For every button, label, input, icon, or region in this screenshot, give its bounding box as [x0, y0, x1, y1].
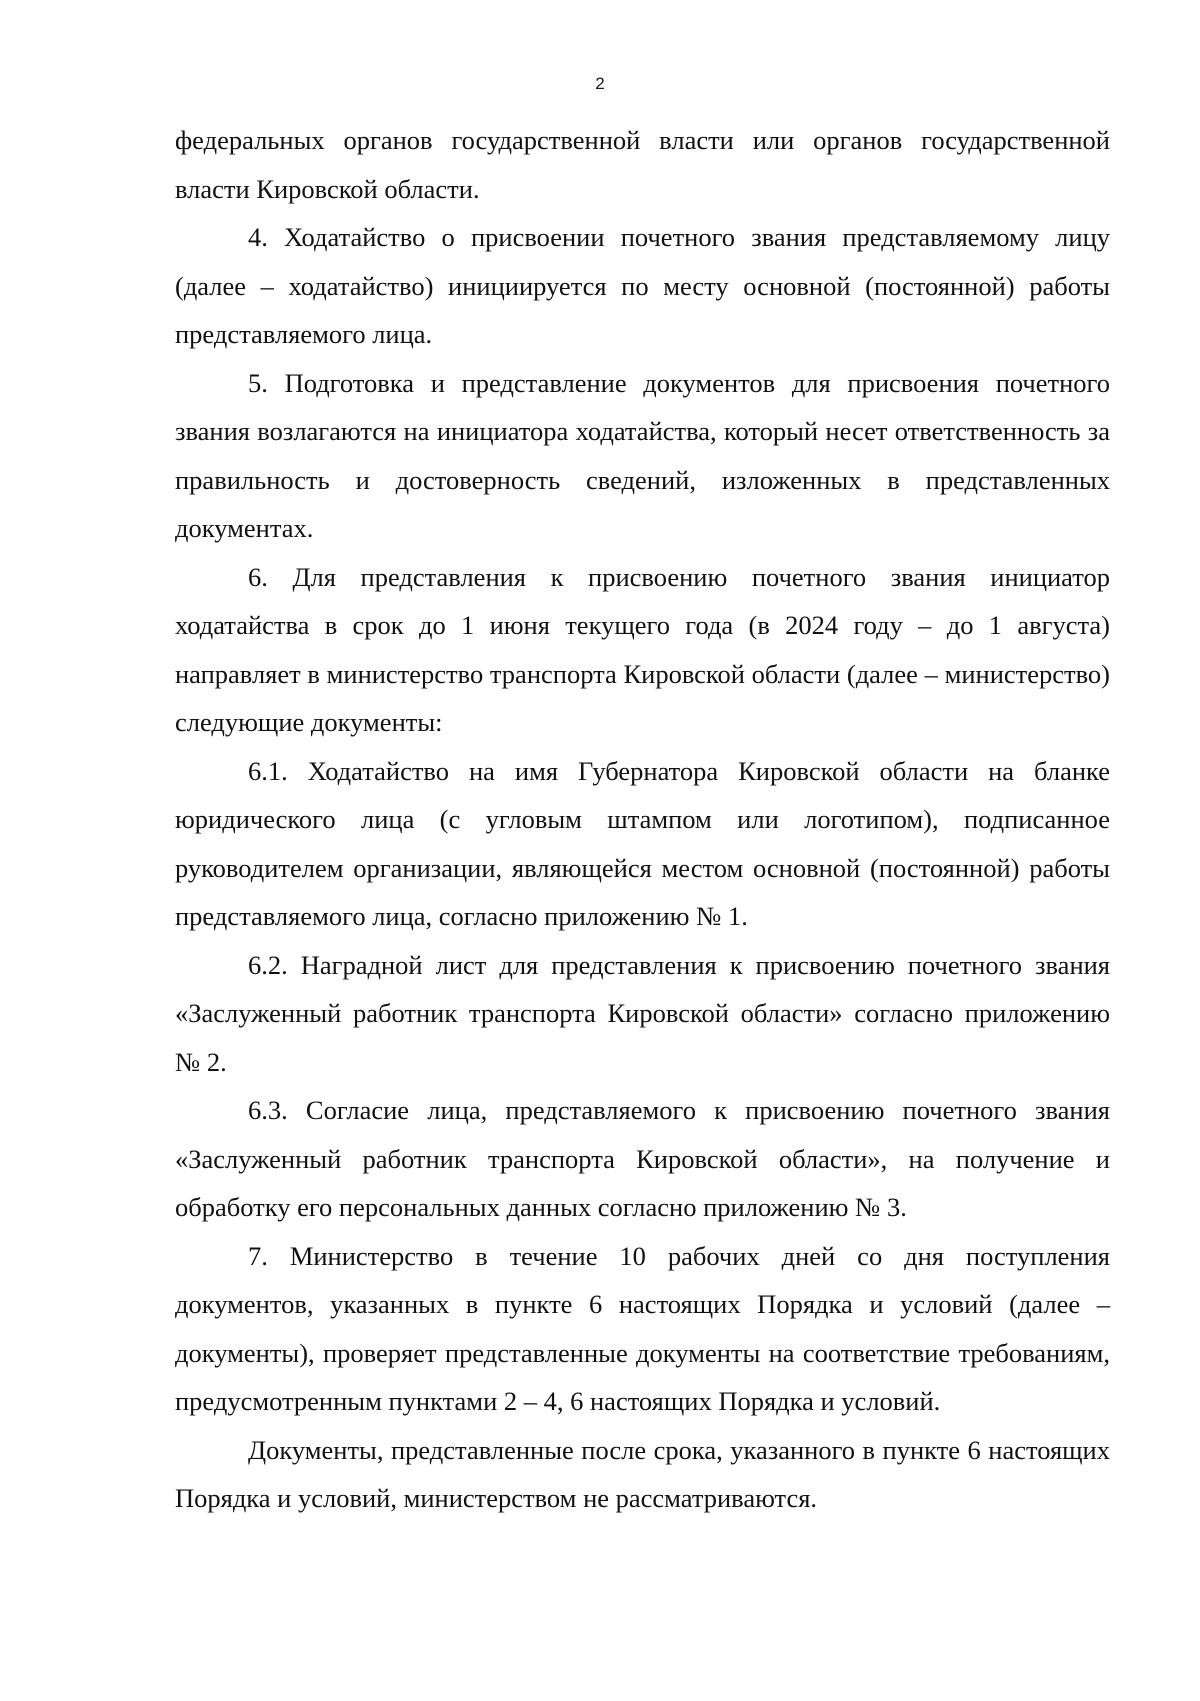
paragraph-item-6: 6. Для представления к присвоению почетного звания инициатор ходатайства в срок до 1 июня текущего года (в 2024 году – до 1 августа) направляет в министерство транспорта Кировской области (далее – министерство) следующие документы:: [175, 561, 1110, 737]
paragraph-item-6-2: 6.2. Наградной лист для представления к присвоению почетного звания «Заслуженный работник транспорта Кировской области» согласно приложению № 2.: [175, 949, 1110, 1077]
paragraph-continuation: федеральных органов государственной власти или органов государственной власти Кировской области.: [175, 125, 1110, 204]
paragraph-item-6-1: 6.1. Ходатайство на имя Губернатора Кировской области на бланке юридического лица (с угловым штампом или логотипом), подписанное руководителем организации, являющейся местом основной (постоянной) работы представляемого лица, согласно приложению № 1.: [175, 755, 1110, 931]
paragraph-item-7: 7. Министерство в течение 10 рабочих дней со дня поступления документов, указанных в пункте 6 настоящих Порядка и условий (далее – документы), проверяет представленные документы на соответствие требованиям, предусмотренным пунктами 2 – 4, 6 настоящих Порядка и условий.: [175, 1240, 1110, 1416]
paragraph-item-5: 5. Подготовка и представление документов для присвоения почетного звания возлагаются на инициатора ходатайства, который несет ответственность за правильность и достоверность сведений, изложенных в представленных документах.: [175, 367, 1110, 543]
document-body: [175, 116, 1110, 1523]
paragraph-documents-note: Документы, представленные после срока, указанного в пункте 6 настоящих Порядка и условий, министерством не рассматриваются.: [175, 1434, 1110, 1513]
paragraph-item-4: 4. Ходатайство о присвоении почетного звания представляемому лицу (далее – ходатайство) инициируется по месту основной (постоянной) работы представляемого лица.: [175, 222, 1110, 349]
page-number: 2: [595, 74, 605, 93]
paragraph-item-6-3: 6.3. Согласие лица, представляемого к присвоению почетного звания «Заслуженный работник транспорта Кировской области», на получение и обработку его персональных данных согласно приложению № 3.: [175, 1095, 1110, 1222]
